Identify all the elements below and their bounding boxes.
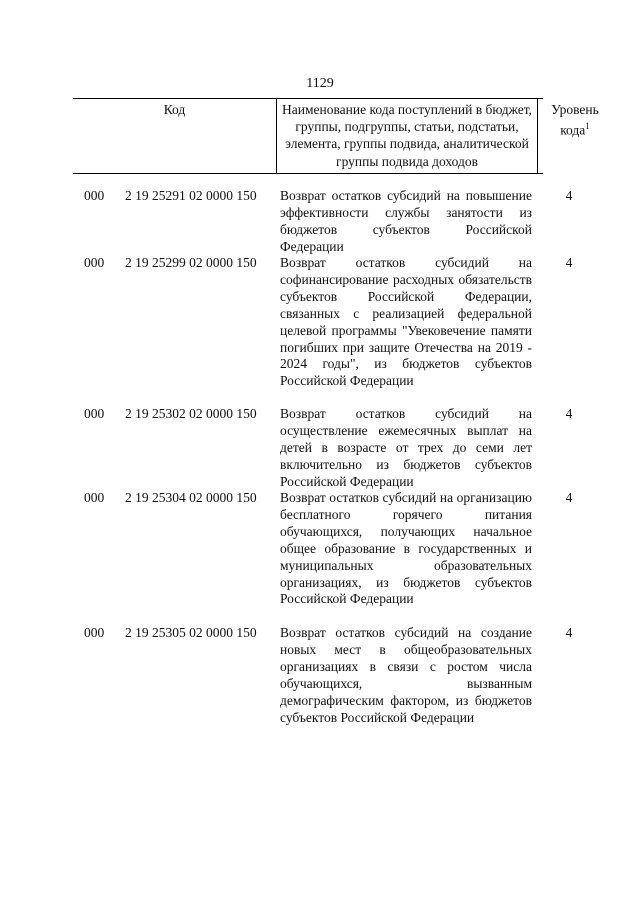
table-header [73,98,599,174]
revenue-code: 2 19 25291 02 0000 150 [125,188,257,203]
revenue-code: 2 19 25305 02 0000 150 [125,625,257,640]
revenue-code: 2 19 25299 02 0000 150 [125,255,257,270]
admin-code: 000 [84,255,105,270]
code-level: 4 [565,490,573,505]
code-level: 4 [565,406,573,421]
footnote-marker: 1 [585,121,590,132]
page-number: 1129 [306,76,334,91]
revenue-name: Возврат остатков субсидий на софинансирование расходных обязательств субъектов Российской Федерации, связанных с реализацией федеральной целевой программы "Увековечение памяти погибших при защите Отечества на 2019 - 2024 годы", из бюджетов субъектов Российской Федерации [280,255,532,389]
admin-code: 000 [84,625,105,640]
revenue-code: 2 19 25304 02 0000 150 [125,490,257,505]
code-level: 4 [565,255,573,270]
revenue-name: Возврат остатков субсидий на осуществление ежемесячных выплат на детей в возрасте от трех до семи лет включительно из бюджетов субъектов Российской Федерации [280,406,532,489]
header-name: Наименование кода поступлений в бюджет, группы, подгруппы, статьи, подстатьи, элемента, группы подвида, аналитической группы подвида доходов [276,99,538,173]
header-level-label: Уровень кода [551,102,599,138]
header-code: Код [163,102,186,117]
admin-code: 000 [84,406,105,421]
revenue-name: Возврат остатков субсидий на повышение эффективности службы занятости из бюджетов субъектов Российской Федерации [280,188,532,254]
revenue-name: Возврат остатков субсидий на организацию бесплатного горячего питания обучающихся, получающих начальное общее образование в государственных и муниципальных образовательных организациях, из бюджетов субъектов Российской Федерации [280,490,532,607]
code-level: 4 [565,625,573,640]
admin-code: 000 [84,490,105,505]
header-level [539,99,611,139]
admin-code: 000 [84,188,105,203]
code-level: 4 [565,188,573,203]
revenue-code: 2 19 25302 02 0000 150 [125,406,257,421]
revenue-name: Возврат остатков субсидий на создание новых мест в общеобразовательных организациях в связи с ростом числа обучающихся, вызванным демографическим фактором, из бюджетов субъектов Российской Федерации [280,625,532,725]
